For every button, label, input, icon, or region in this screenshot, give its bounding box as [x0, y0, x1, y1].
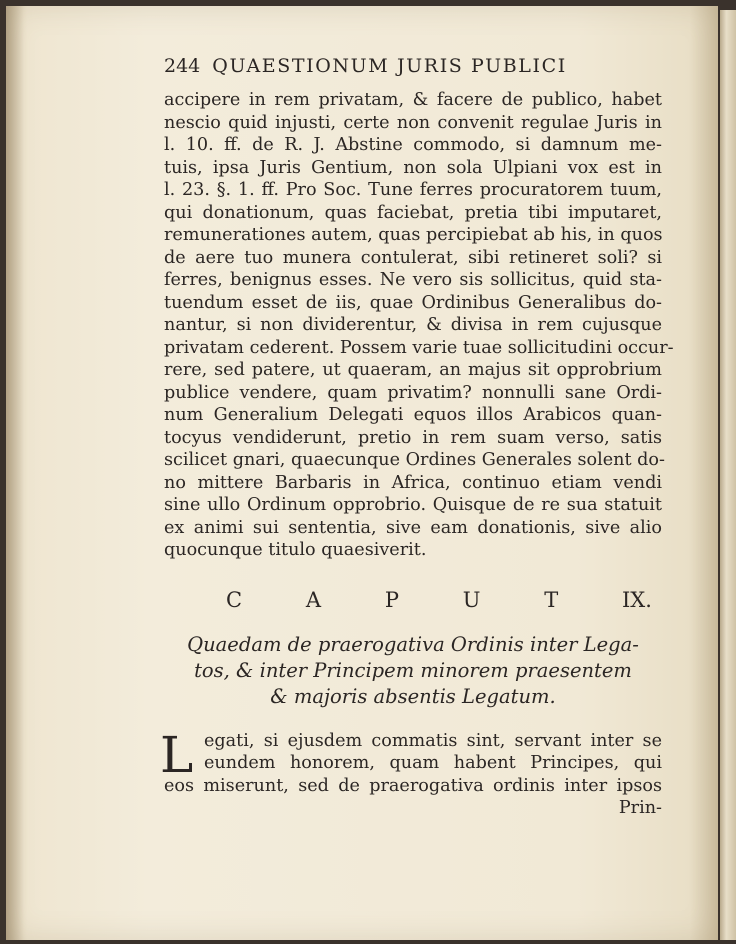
- chapter-letter: P: [384, 587, 399, 612]
- text-line: quocunque titulo quaesiverit.: [164, 540, 427, 560]
- text-line: accipere in rem privatam, & facere de publico, habet: [164, 90, 662, 110]
- text-line: tuis, ipsa Juris Gentium, non sola Ulpiani vox est in: [164, 157, 662, 178]
- chapter-subtitle: [164, 632, 662, 710]
- page-gutter-shadow: [6, 6, 24, 940]
- chapter-letter: C: [226, 587, 243, 612]
- text-line: qui donationum, quas faciebat, pretia tibi imputaret,: [164, 202, 662, 223]
- text-line: eundem honorem, quam habent Principes, qui: [204, 753, 662, 773]
- text-line: de aere tuo munera contulerat, sibi retineret soli? si: [164, 247, 662, 268]
- subtitle-line: & majoris absentis Legatum.: [270, 684, 556, 708]
- text-line: egati, si ejusdem commatis sint, servant inter se: [204, 730, 662, 751]
- chapter-letter: U: [462, 587, 481, 612]
- text-line: privatam cederent. Possem varie tuae sollicitudini occur-: [164, 337, 674, 358]
- text-line: sine ullo Ordinum opprobrio. Quisque de re sua statuit: [164, 495, 662, 515]
- catchword: Prin-: [618, 798, 662, 818]
- text-line: rere, sed patere, ut quaeram, an majus sit opprobrium: [164, 360, 662, 380]
- text-line: eos miserunt, sed de praerogativa ordinis inter ipsos: [164, 775, 662, 796]
- page-number: 244: [164, 55, 201, 77]
- running-head: [164, 55, 662, 89]
- chapter-letter: T: [544, 587, 559, 612]
- chapter-heading: [164, 580, 662, 620]
- running-head-title: QUAESTIONUM JURIS PUBLICI: [212, 55, 567, 77]
- chapter-letter: A: [305, 587, 322, 612]
- text-line: scilicet gnari, quaecunque Ordines Generales solent do-: [164, 450, 665, 470]
- text-line: remunerationes autem, quas percipiebat ab his, in quos: [164, 225, 663, 245]
- text-line: no mittere Barbaris in Africa, continuo etiam vendi: [164, 472, 662, 493]
- subtitle-line: tos, & inter Principem minorem praesentem: [194, 658, 632, 682]
- next-page-edge: [720, 10, 736, 940]
- text-line: l. 10. ff. de R. J. Abstine commodo, si damnum me-: [164, 135, 662, 155]
- text-line: nantur, si non dividerentur, & divisa in rem cujusque: [164, 315, 662, 335]
- text-line: tocyus vendiderunt, pretio in rem suam verso, satis: [164, 427, 662, 448]
- text-line: publice vendere, quam privatim? nonnulli sane Ordi-: [164, 382, 662, 403]
- paragraph-1: [164, 89, 674, 562]
- text-line: nescio quid injusti, certe non convenit regulae Juris in: [164, 112, 662, 133]
- chapter-number: IX.: [622, 587, 652, 612]
- text-line: num Generalium Delegati equos illos Arabicos quan-: [164, 405, 662, 425]
- page-text-block: [160, 55, 674, 819]
- paragraph-2: [160, 725, 662, 820]
- text-line: ex animi sui sententia, sive eam donationis, sive alio: [164, 517, 662, 538]
- drop-cap: L: [160, 725, 194, 784]
- text-line: ferres, benignus esses. Ne vero sis sollicitus, quid sta-: [164, 270, 662, 290]
- text-line: l. 23. §. 1. ff. Pro Soc. Tune ferres procuratorem tuum,: [164, 180, 662, 200]
- subtitle-line: Quaedam de praerogativa Ordinis inter Lega-: [187, 632, 639, 656]
- text-line: tuendum esset de iis, quae Ordinibus Generalibus do-: [164, 292, 662, 313]
